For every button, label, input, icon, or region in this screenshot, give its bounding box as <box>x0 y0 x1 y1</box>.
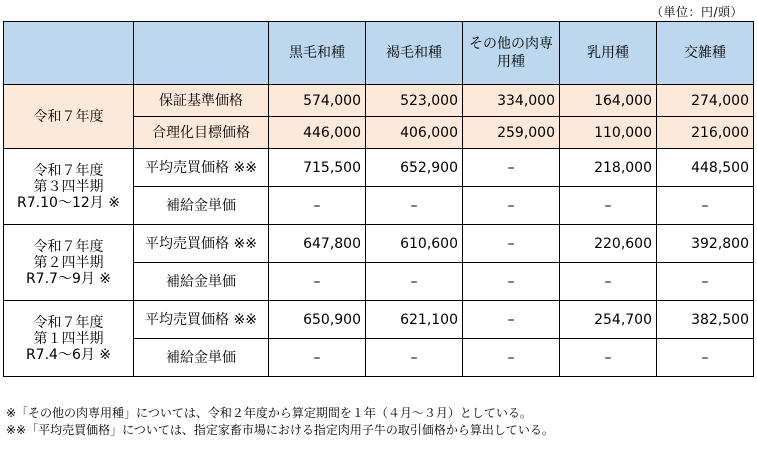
header-row <box>4 22 754 85</box>
value-cell: – <box>463 301 560 339</box>
value-cell: – <box>269 263 366 301</box>
avg-price-label: 平均売買価格 ※※ <box>134 301 269 339</box>
value-cell: – <box>657 339 754 377</box>
q1-avg-row <box>4 301 754 339</box>
value-cell: 334,000 <box>463 85 560 117</box>
subsidy-label: 補給金単価 <box>134 339 269 377</box>
value-cell: 406,000 <box>366 117 463 149</box>
value-cell: – <box>366 187 463 225</box>
header-crossbred: 交雑種 <box>657 22 754 85</box>
value-cell: – <box>366 339 463 377</box>
avg-price-label: 平均売買価格 ※※ <box>134 225 269 263</box>
header-other-beef: その他の肉専用種 <box>463 22 560 85</box>
footnote: ※※「平均売買価格」については、指定家畜市場における指定肉用子牛の取引価格から算出している。 <box>6 423 554 437</box>
value-cell: – <box>463 225 560 263</box>
period-line: 第１四半期 <box>33 330 104 347</box>
value-cell: – <box>560 339 657 377</box>
period-line: 第２四半期 <box>33 254 104 271</box>
value-cell: 621,100 <box>366 301 463 339</box>
value-cell: 446,000 <box>269 117 366 149</box>
price-table <box>3 21 754 377</box>
value-cell: – <box>560 187 657 225</box>
value-cell: 259,000 <box>463 117 560 149</box>
guaranteed-price-row <box>4 85 754 117</box>
value-cell: 574,000 <box>269 85 366 117</box>
value-cell: – <box>657 187 754 225</box>
period-line: 令和７年度 <box>33 162 104 179</box>
value-cell: 254,700 <box>560 301 657 339</box>
value-cell: – <box>463 339 560 377</box>
unit-note: （単位：円/頭） <box>650 5 743 19</box>
period-line: R7.10～12月 ※ <box>17 194 120 211</box>
value-cell: 392,800 <box>657 225 754 263</box>
reiwa7-label: 令和７年度 <box>4 85 134 149</box>
q2-avg-row <box>4 225 754 263</box>
q1-period-label <box>4 301 134 377</box>
subsidy-label: 補給金単価 <box>134 263 269 301</box>
header-akage: 褐毛和種 <box>366 22 463 85</box>
value-cell: – <box>366 263 463 301</box>
value-cell: 652,900 <box>366 149 463 187</box>
value-cell: 110,000 <box>560 117 657 149</box>
header-cell-blank-1 <box>4 22 134 85</box>
header-dairy: 乳用種 <box>560 22 657 85</box>
value-cell: 218,000 <box>560 149 657 187</box>
value-cell: 448,500 <box>657 149 754 187</box>
q3-avg-row <box>4 149 754 187</box>
value-cell: 715,500 <box>269 149 366 187</box>
value-cell: 523,000 <box>366 85 463 117</box>
value-cell: – <box>560 263 657 301</box>
value-cell: 650,900 <box>269 301 366 339</box>
header-kuroge: 黒毛和種 <box>269 22 366 85</box>
value-cell: 164,000 <box>560 85 657 117</box>
value-cell: 647,800 <box>269 225 366 263</box>
subsidy-label: 補給金単価 <box>134 187 269 225</box>
header-cell-blank-2 <box>134 22 269 85</box>
q3-period-label <box>4 149 134 225</box>
value-cell: – <box>269 339 366 377</box>
row-label: 保証基準価格 <box>134 85 269 117</box>
period-line: R7.4～6月 ※ <box>25 346 112 363</box>
value-cell: – <box>463 263 560 301</box>
period-line: R7.7～9月 ※ <box>25 270 112 287</box>
footnotes <box>6 405 554 439</box>
avg-price-label: 平均売買価格 ※※ <box>134 149 269 187</box>
period-line: 第３四半期 <box>33 178 104 195</box>
period-line: 令和７年度 <box>33 314 104 331</box>
value-cell: 382,500 <box>657 301 754 339</box>
value-cell: 610,600 <box>366 225 463 263</box>
value-cell: 274,000 <box>657 85 754 117</box>
value-cell: – <box>463 149 560 187</box>
value-cell: – <box>657 263 754 301</box>
footnote: ※「その他の肉専用種」については、令和２年度から算定期間を１年（４月～３月）としている。 <box>6 406 532 420</box>
period-line: 令和７年度 <box>33 238 104 255</box>
row-label: 合理化目標価格 <box>134 117 269 149</box>
value-cell: 216,000 <box>657 117 754 149</box>
value-cell: – <box>463 187 560 225</box>
value-cell: 220,600 <box>560 225 657 263</box>
value-cell: – <box>269 187 366 225</box>
q2-period-label <box>4 225 134 301</box>
